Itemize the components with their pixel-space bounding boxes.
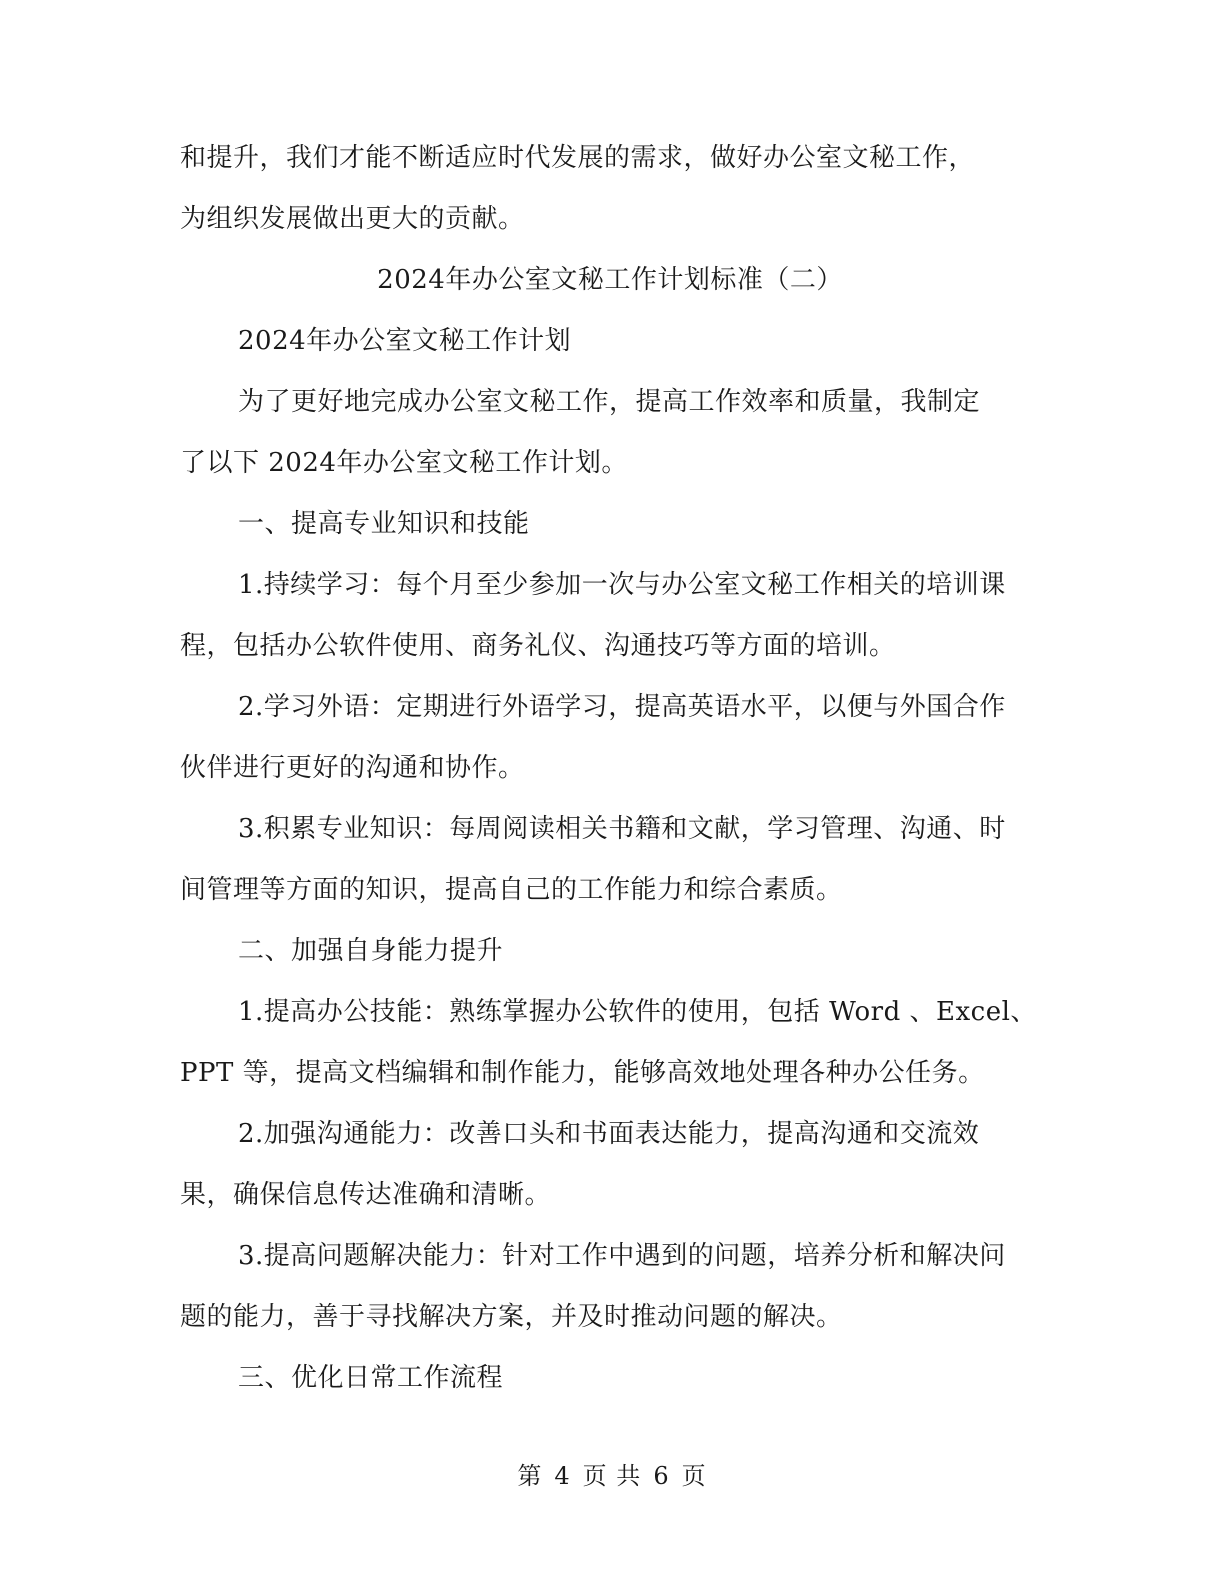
paragraph-line: 和提升，我们才能不断适应时代发展的需求，做好办公室文秘工作，	[180, 143, 976, 173]
paragraph-line: 题的能力，善于寻找解决方案，并及时推动问题的解决。	[180, 1302, 843, 1332]
footer-suffix: 页	[681, 1462, 707, 1490]
paragraph-line: PPT 等，提高文档编辑和制作能力，能够高效地处理各种办公任务。	[180, 1058, 985, 1088]
paragraph-line: 程，包括办公软件使用、商务礼仪、沟通技巧等方面的培训。	[180, 631, 896, 661]
paragraph-line: 伙伴进行更好的沟通和协作。	[180, 753, 525, 783]
paragraph-line: 2.加强沟通能力：改善口头和书面表达能力，提高沟通和交流效	[238, 1119, 980, 1149]
footer-prefix: 第	[517, 1462, 543, 1490]
document-body	[180, 128, 1040, 1409]
heading-three: 三、优化日常工作流程	[238, 1363, 504, 1393]
paragraph-line: 了以下 2024年办公室文秘工作计划。	[180, 448, 628, 478]
current-page-number: 4	[554, 1462, 571, 1490]
paragraph-line: 1.持续学习：每个月至少参加一次与办公室文秘工作相关的培训课	[238, 570, 1006, 600]
section-title: 2024年办公室文秘工作计划标准（二）	[377, 265, 843, 295]
page-footer	[0, 1460, 1224, 1492]
heading-one: 一、提高专业知识和技能	[238, 509, 530, 539]
heading-two: 二、加强自身能力提升	[238, 936, 504, 966]
paragraph-line: 3.提高问题解决能力：针对工作中遇到的问题，培养分析和解决问	[238, 1241, 1006, 1271]
total-page-number: 6	[653, 1462, 670, 1490]
subtitle: 2024年办公室文秘工作计划	[238, 326, 572, 356]
paragraph-line: 间管理等方面的知识，提高自己的工作能力和综合素质。	[180, 875, 843, 905]
paragraph-line: 果，确保信息传达准确和清晰。	[180, 1180, 552, 1210]
paragraph-line: 2.学习外语：定期进行外语学习，提高英语水平，以便与外国合作	[238, 692, 1006, 722]
paragraph-line: 为了更好地完成办公室文秘工作，提高工作效率和质量，我制定	[238, 387, 981, 417]
paragraph-line: 1.提高办公技能：熟练掌握办公软件的使用，包括 Word 、Excel、	[238, 997, 1037, 1027]
paragraph-line: 为组织发展做出更大的贡献。	[180, 204, 525, 234]
paragraph-line: 3.积累专业知识：每周阅读相关书籍和文献，学习管理、沟通、时	[238, 814, 1006, 844]
footer-middle: 页 共	[582, 1462, 642, 1490]
